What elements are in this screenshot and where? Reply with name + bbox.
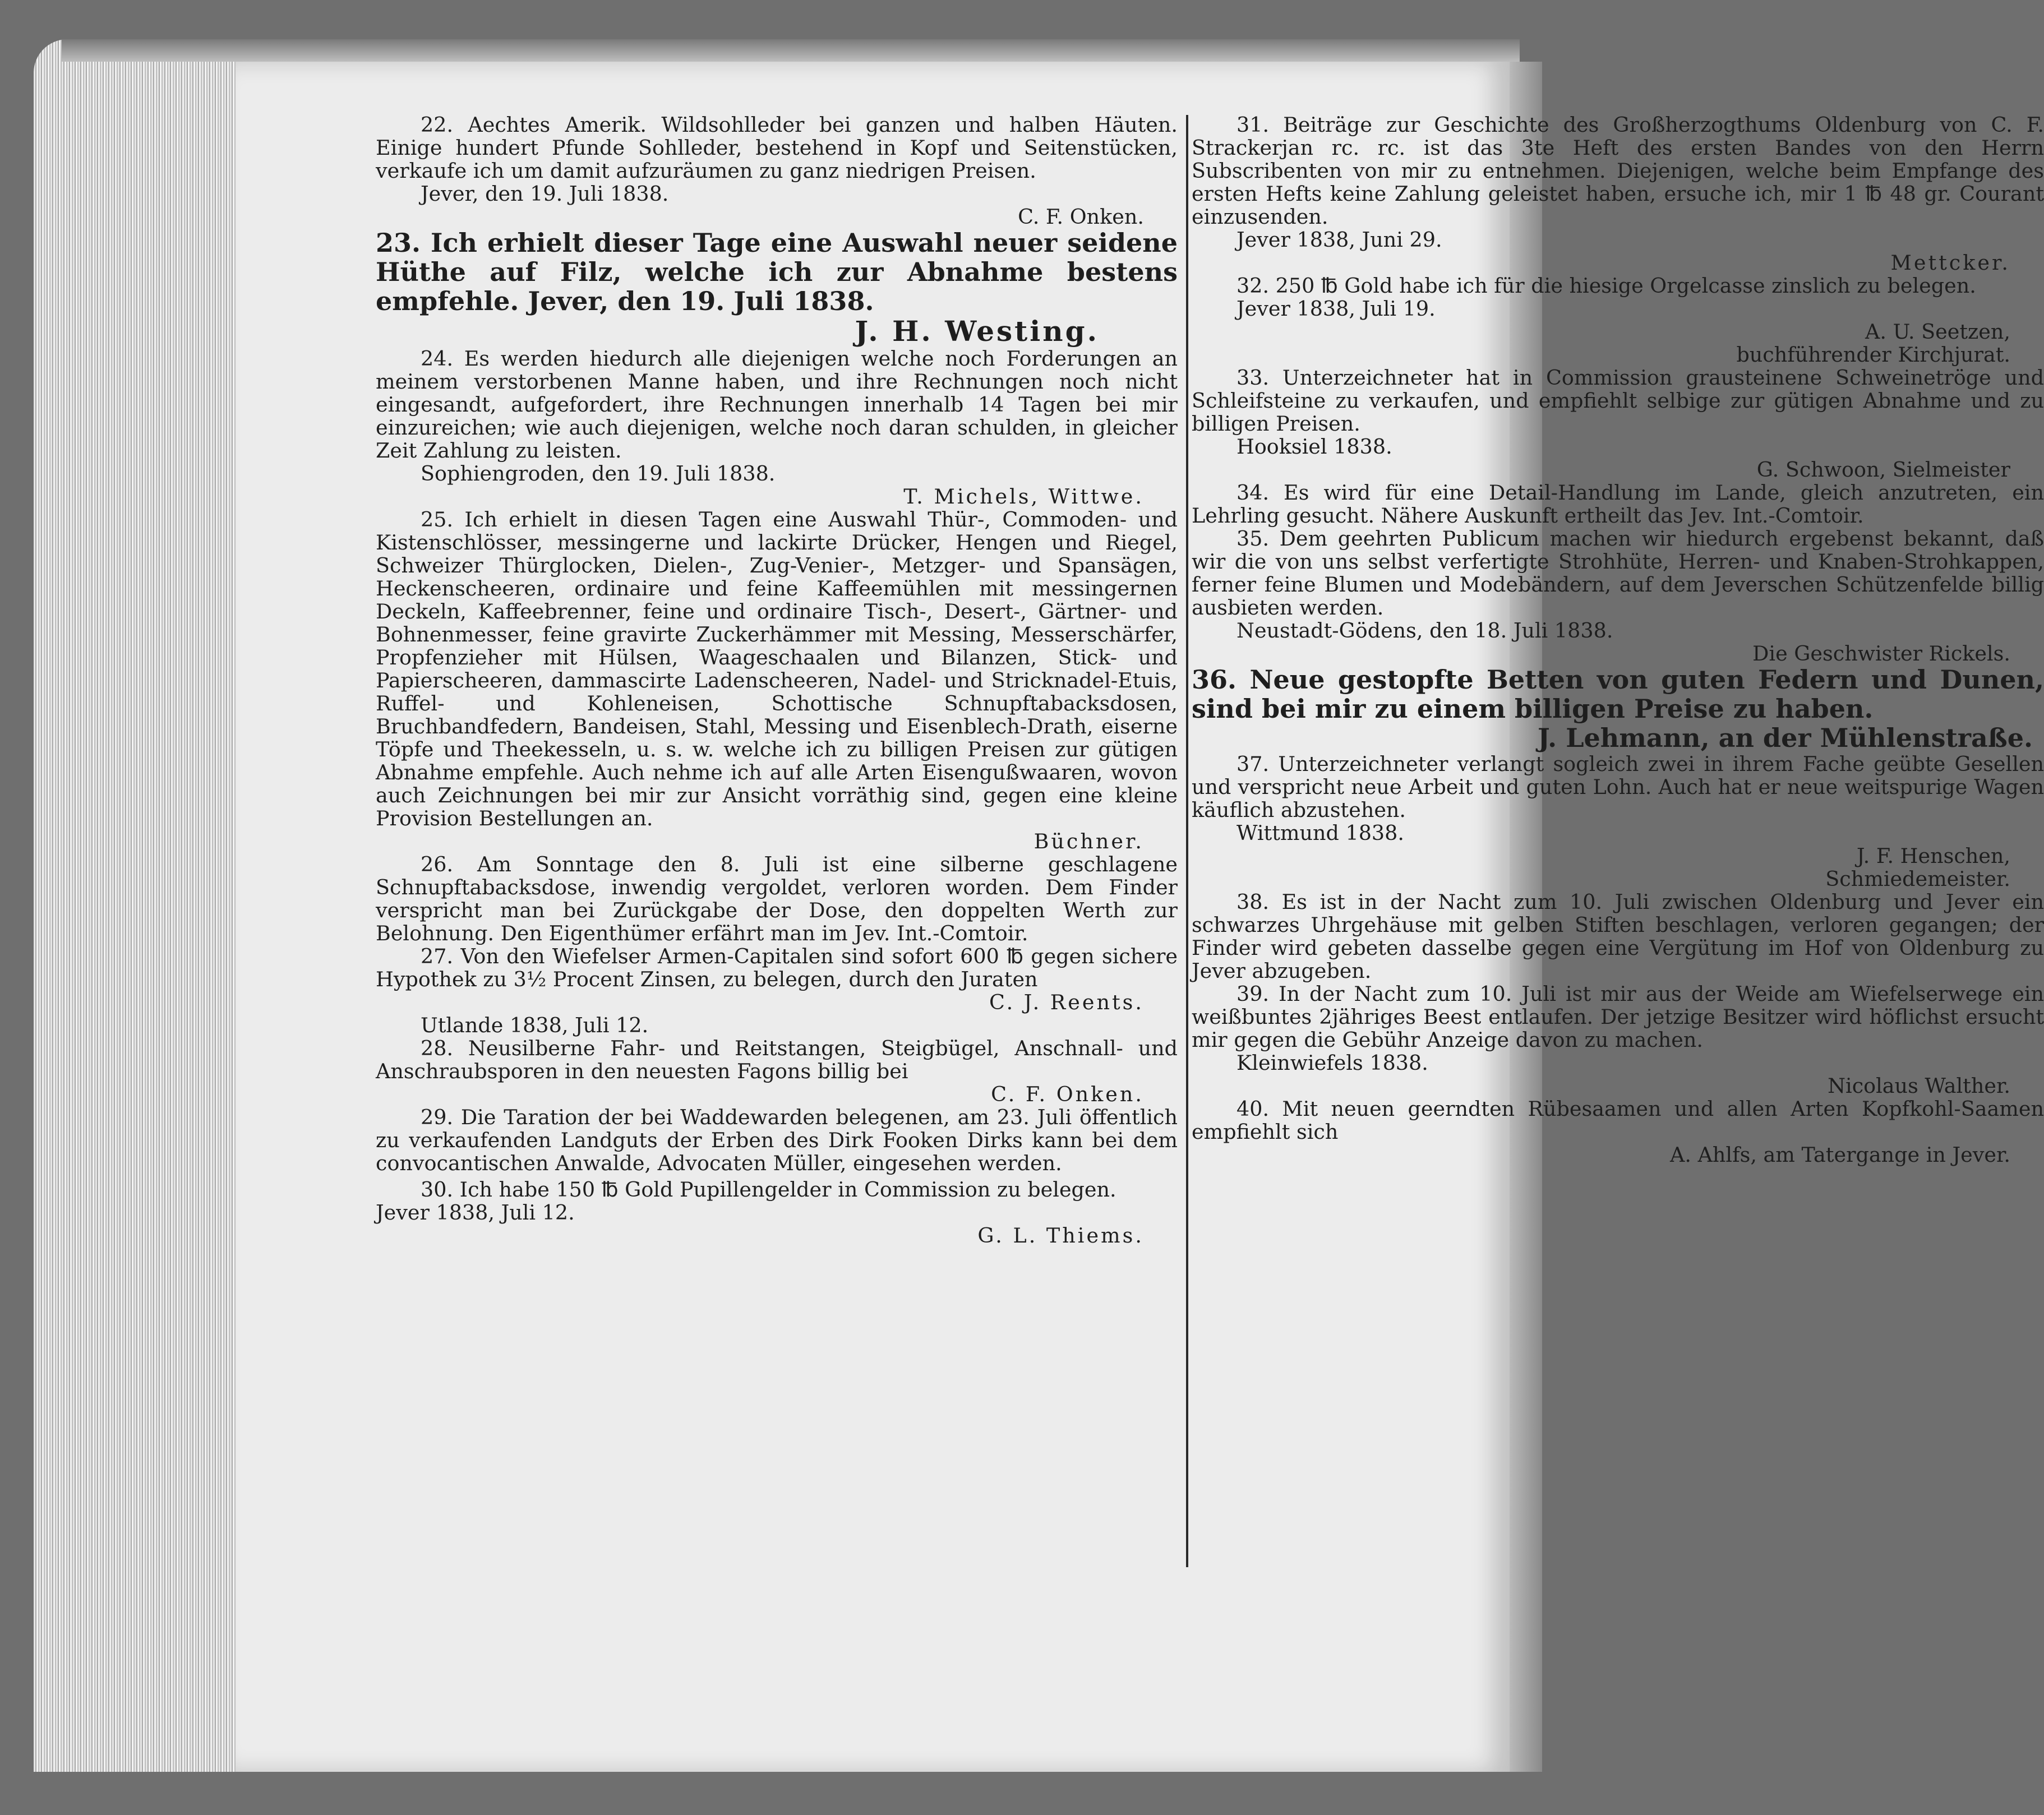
ad-33-signature: G. Schwoon, Sielmeister — [1756, 458, 2010, 482]
ad-22-date: Jever, den 19. Juli 1838. — [421, 182, 669, 206]
right-column — [1192, 113, 2044, 1166]
newspaper-page — [236, 62, 2044, 1772]
ad-27-body: 27. Von den Wiefelser Armen-Capitalen sind sofort 600 ℔ gegen sichere Hypothek zu 3½ Procent Zinsen, zu belegen, durch den Juraten — [376, 944, 1178, 991]
left-column — [376, 113, 1178, 1247]
ad-32-date: Jever 1838, Juli 19. — [1236, 297, 1436, 321]
ad-24-signature: T. Michels, Wittwe. — [903, 484, 1144, 509]
ad-35-date: Neustadt-Gödens, den 18. Juli 1838. — [1236, 618, 1613, 643]
book-page-edges — [34, 39, 236, 1772]
ad-33-date: Hooksiel 1838. — [1236, 435, 1392, 459]
ad-38-body: 38. Es ist in der Nacht zum 10. Juli zwischen Oldenburg und Jever ein schwarzes Uhrgehäuse mit gelben Stiften beschlagen, verloren gegangen; der Finder wird gebeten dasselbe gegen eine Vergütung im Hof von Oldenburg zu Jever abzugeben. — [1192, 890, 2044, 983]
book-top-edge — [62, 39, 1520, 62]
ad-25-signature: Büchner. — [1033, 829, 1144, 853]
ad-22-signature: C. F. Onken. — [1018, 205, 1144, 229]
ad-35-signature: Die Geschwister Rickels. — [1752, 641, 2010, 666]
ad-29-body: 29. Die Taration der bei Waddewarden belegenen, am 23. Juli öffentlich zu verkaufenden Landguts der Erben des Dirk Fooken Dirks kann bei dem convocantischen Anwalde, Advocaten Müller, eingesehen werden. — [376, 1105, 1178, 1175]
ad-24-date: Sophiengroden, den 19. Juli 1838. — [421, 461, 776, 486]
ad-36-body: 36. Neue gestopfte Betten von guten Federn und Dunen, sind bei mir zu einem billigen Preise zu haben. — [1192, 664, 2044, 724]
ad-37-signature-title: Schmiedemeister. — [1825, 867, 2010, 891]
ad-30-date: Jever 1838, Juli 12. — [376, 1200, 575, 1225]
ad-37-body: 37. Unterzeichneter verlangt sogleich zwei in ihrem Fache geübte Gesellen und verspricht neue Arbeit und guten Lohn. Auch hat er neue weitspurige Wagen käuflich abzustehen. — [1192, 752, 2044, 822]
ad-23-signature: J. H. Westing. — [855, 315, 1099, 348]
ad-30-body: 30. Ich habe 150 ℔ Gold Pupillengelder in Commission zu belegen. — [421, 1177, 1116, 1202]
ad-39-date: Kleinwiefels 1838. — [1236, 1051, 1428, 1075]
ad-39-signature: Nicolaus Walther. — [1828, 1074, 2010, 1098]
ad-39-body: 39. In der Nacht zum 10. Juli ist mir aus der Weide am Wiefelserwege ein weißbuntes 2jähriges Beest entlaufen. Der jetzige Besitzer wird höflichst ersucht mir gegen die Gebühr Anzeige davon zu machen. — [1192, 982, 2044, 1052]
ad-33-body: 33. Unterzeichneter hat in Commission grausteinene Schweinetröge und Schleifsteine zu verkaufen, und empfiehlt selbige zur gütigen Abnahme und zu billigen Preisen. — [1192, 366, 2044, 436]
ad-40-body: 40. Mit neuen geerndten Rübesaamen und allen Arten Kopfkohl-Saamen empfiehlt sich — [1192, 1097, 2044, 1144]
ad-37-signature: J. F. Henschen, — [1856, 844, 2010, 868]
ad-22-body: 22. Aechtes Amerik. Wildsohlleder bei ganzen und halben Häuten. Einige hundert Pfunde Sohlleder, bestehend in Kopf und Seitenstücken, verkaufe ich um damit aufzuräumen zu ganz niedrigen Preisen. — [376, 113, 1178, 183]
ad-26-body: 26. Am Sonntage den 8. Juli ist eine silberne geschlagene Schnupftabacksdose, inwendig vergoldet, verloren worden. Dem Finder verspricht man bei Zurückgabe der Dose, den doppelten Werth zur Belohnung. Den Eigenthümer erfährt man im Jev. Int.-Comtoir. — [376, 852, 1178, 945]
ad-25-body: 25. Ich erhielt in diesen Tagen eine Auswahl Thür-, Commoden- und Kistenschlösser, messingerne und lackirte Drücker, Hengen und Riegel, Schweizer Thürglocken, Dielen-, Zug-Venier-, Metzger- und Spansägen, Heckenscheeren, ordinaire und feine Kaffeemühlen mit messingernen Deckeln, Kaffeebrenner, feine und ordinaire Tisch-, Desert-, Gärtner- und Bohnenmesser, feine gravirte Zuckerhämmer mit Messing, Messerschärfer, Propfenzieher mit Hülsen, Waageschaalen und Bilanzen, Stick- und Papierscheeren, dammascirte Ladenscheeren, Nadel- und Stricknadel-Etuis, Ruffel- und Kohleneisen, Schottische Schnupftabacksdosen, Bruchbandfedern, Bandeisen, Stahl, Messing und Eisenblech-Drath, eiserne Töpfe und Theekesseln, u. s. w. welche ich zu billigen Preisen zur gütigen Abnahme empfehle. Auch nehme ich auf alle Arten Eisengußwaaren, wovon auch Zeichnungen bei mir zur Ansicht vorräthig sind, gegen eine kleine Provision Bestellungen an. — [376, 507, 1178, 830]
ad-31-body: 31. Beiträge zur Geschichte des Großherzogthums Oldenburg von C. F. Strackerjan rc. rc. ist das 3te Heft des ersten Bandes von den Herrn Subscribenten von mir zu entnehmen. Diejenigen, welche beim Empfange des ersten Hefts keine Zahlung geleistet haben, ersuche ich, mir 1 ℔ 48 gr. Courant einzusenden. — [1192, 113, 2044, 229]
ad-32-body: 32. 250 ℔ Gold habe ich für die hiesige Orgelcasse zinslich zu belegen. — [1236, 274, 1976, 298]
column-divider — [1186, 115, 1188, 1567]
ad-24-body: 24. Es werden hiedurch alle diejenigen welche noch Forderungen an meinem verstorbenen Manne haben, und ihre Rechnungen noch nicht eingesandt, aufgefordert, ihre Rechnungen innerhalb 14 Tagen bei mir einzureichen; wie auch diejenigen, welche noch daran schulden, in gleicher Zeit Zahlung zu leisten. — [376, 347, 1178, 463]
ad-27-date: Utlande 1838, Juli 12. — [421, 1013, 649, 1037]
ad-34-body: 34. Es wird für eine Detail-Handlung im Lande, gleich anzutreten, ein Lehrling gesucht. Nähere Auskunft ertheilt das Jev. Int.-Comtoir. — [1192, 481, 2044, 528]
ad-37-date: Wittmund 1838. — [1236, 821, 1404, 845]
ad-27-signature: C. J. Reents. — [989, 990, 1144, 1014]
ad-31-date: Jever 1838, Juni 29. — [1236, 228, 1442, 252]
ad-28-body: 28. Neusilberne Fahr- und Reitstangen, Steigbügel, Anschnall- und Anschraubsporen in den neuesten Fagons billig bei — [376, 1036, 1178, 1083]
ad-35-body: 35. Dem geehrten Publicum machen wir hiedurch ergebenst bekannt, daß wir die von uns selbst verfertigte Strohhüte, Herren- und Knaben-Strohkappen, ferner feine Blumen und Modebändern, auf dem Jeverschen Schützenfelde billig ausbieten werden. — [1192, 527, 2044, 620]
ad-36-signature: J. Lehmann, an der Mühlenstraße. — [1537, 723, 2033, 753]
ad-30-signature: G. L. Thiems. — [977, 1223, 1144, 1248]
ad-23-body: 23. Ich erhielt dieser Tage eine Auswahl neuer seidene Hüthe auf Filz, welche ich zur Abnahme bestens empfehle. Jever, den 19. Juli 1838. — [376, 228, 1178, 316]
ad-32-signature: A. U. Seetzen, — [1865, 320, 2010, 344]
ad-40-signature: A. Ahlfs, am Tatergange in Jever. — [1670, 1143, 2010, 1167]
ad-28-signature: C. F. Onken. — [991, 1082, 1144, 1106]
ad-32-signature-title: buchführender Kirchjurat. — [1736, 343, 2010, 367]
ad-31-signature: Mettcker. — [1890, 251, 2010, 275]
